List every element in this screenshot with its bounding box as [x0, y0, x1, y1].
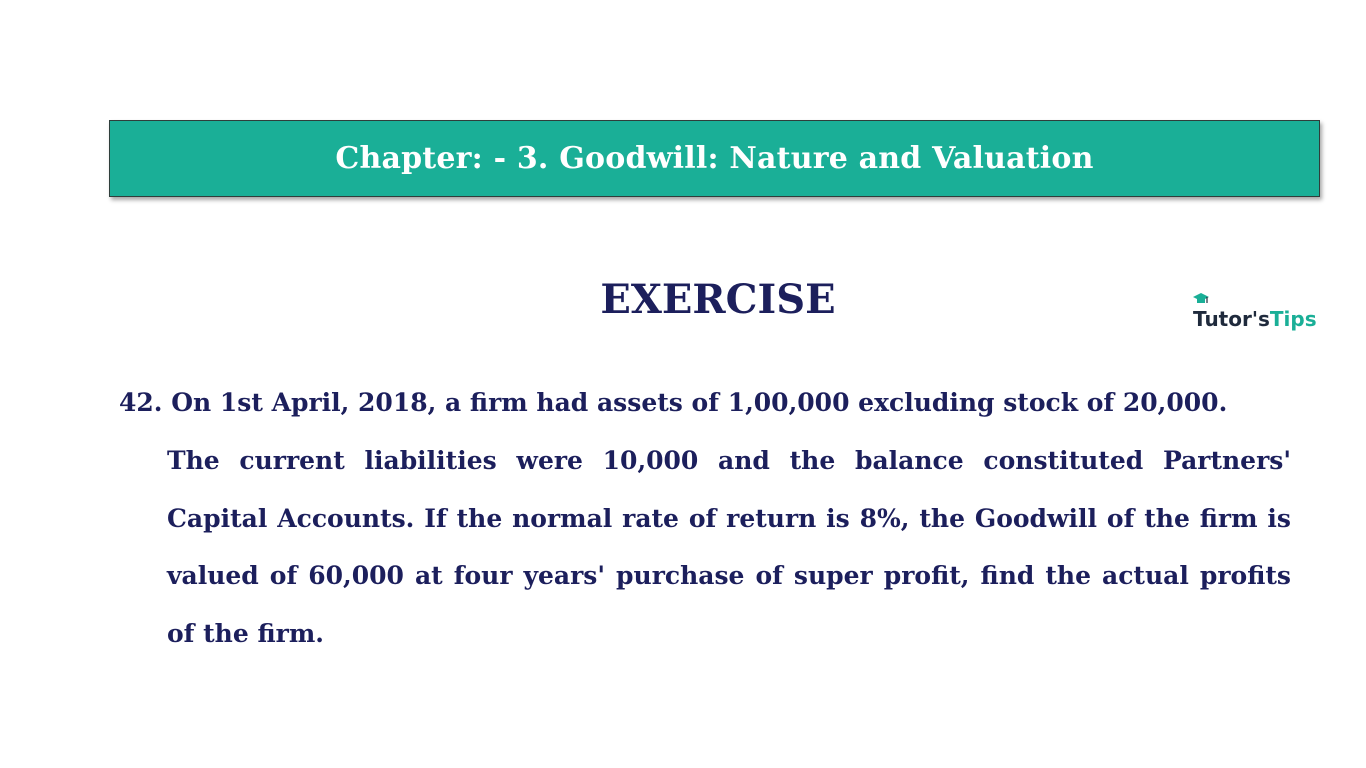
chapter-title: Chapter: - 3. Goodwill: Nature and Valuation [335, 141, 1094, 176]
exercise-heading: EXERCISE [600, 276, 836, 323]
logo-text [1193, 299, 1317, 329]
logo-text-part2: Tips [1269, 307, 1317, 331]
question-first-line: 42. On 1st April, 2018, a firm had assets of 1,00,000 excluding stock of 20,000. [119, 388, 1228, 417]
logo-text-part1: Tutor's [1193, 307, 1270, 331]
question-42 [119, 374, 1291, 663]
question-continuation: The current liabilities were 10,000 and the balance constituted Partners' Capital Accounts. If the normal rate of return is 8%, the Goodwill of the firm is valued of 60,000 at four years' purchase of super profit, find the actual profits of the firm. [167, 445, 1291, 649]
graduation-cap-icon [1193, 293, 1209, 305]
tutors-tips-logo [1193, 293, 1317, 329]
chapter-banner [109, 120, 1320, 197]
